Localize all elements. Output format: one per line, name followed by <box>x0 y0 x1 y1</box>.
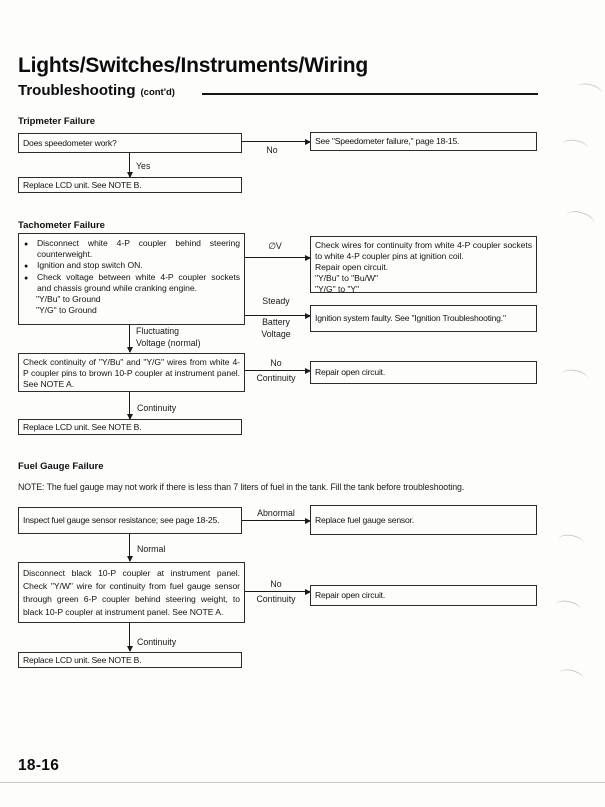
binding-mark <box>557 533 585 550</box>
arrow-fluctuating <box>129 325 130 352</box>
check-wires-box <box>310 236 537 293</box>
binding-mark <box>561 367 589 385</box>
arrow-no-continuity-tach <box>245 370 310 371</box>
ignition-faulty-text: Ignition system faulty. See "Ignition Troubleshooting." <box>315 313 506 323</box>
repair-open-circuit-text: Repair open circuit. <box>315 590 386 600</box>
binding-mark <box>575 81 603 100</box>
continuity-label: Continuity <box>137 403 177 413</box>
page-subtitle <box>18 82 175 99</box>
steady-label: Steady <box>262 296 290 306</box>
page-title: Lights/Switches/Instruments/Wiring <box>18 54 369 77</box>
no-label: No <box>270 579 282 589</box>
bullet-icon: ● <box>24 241 29 248</box>
arrow-no-continuity-fuel <box>245 591 310 592</box>
bullet-item <box>23 260 240 272</box>
bullet-text: Disconnect white 4-P coupler behind steering counterweight. <box>37 238 240 259</box>
subtitle-text: Troubleshooting <box>18 82 136 99</box>
subtitle-rule <box>202 93 538 95</box>
arrow-yes-tripmeter <box>129 153 130 177</box>
binding-mark <box>554 598 582 616</box>
speedometer-ref-text: See "Speedometer failure," page 18-15. <box>315 136 460 146</box>
continuity-check-text: Check continuity of "Y/Bu" and "Y/G" wires from white 4-P coupler pins to brown 10-P coupler at instrument panel. See NOTE A. <box>23 357 240 389</box>
tachometer-heading: Tachometer Failure <box>18 220 105 231</box>
subtitle-contd: (cont'd) <box>140 87 175 98</box>
fuel-gauge-note: NOTE: The fuel gauge may not work if there is less than 7 liters of fuel in the tank. Fill the tank before troubleshooting. <box>18 482 465 492</box>
inspect-sensor-box <box>18 507 242 534</box>
bullet-text: Ignition and stop switch ON. <box>37 260 143 270</box>
zero-volts-label: ∅V <box>268 241 282 251</box>
continuity-check-box <box>18 353 245 392</box>
binding-mark <box>557 667 585 686</box>
bullet-text: Check voltage between white 4-P coupler sockets and chassis ground while cranking engine. <box>37 272 240 293</box>
tripmeter-question-text: Does speedometer work? <box>23 137 117 148</box>
repair-open-circuit-box <box>310 585 537 606</box>
wire-map-line: "Y/Bu" to "Bu/W" <box>315 273 378 283</box>
tachometer-check-box <box>18 233 245 325</box>
arrow-continuity-fuel <box>129 623 130 651</box>
bullet-icon: ● <box>24 263 29 270</box>
fluctuating-label: Fluctuating <box>136 326 180 336</box>
tripmeter-heading: Tripmeter Failure <box>18 116 96 127</box>
voltage-normal-label: Voltage (normal) <box>136 338 201 348</box>
arrow-no-tripmeter <box>242 141 310 142</box>
check-wires-text: Check wires for continuity from white 4-P coupler sockets to white 4-P coupler pins at ignition coil. <box>315 240 532 261</box>
tripmeter-replace-lcd-box <box>18 177 242 193</box>
arrow-continuity-tach <box>129 392 130 419</box>
inspect-sensor-text: Inspect fuel gauge sensor resistance; see page 18-25. <box>23 515 220 525</box>
binding-mark <box>563 208 597 233</box>
tachometer-replace-lcd-box <box>18 419 242 435</box>
replace-sensor-text: Replace fuel gauge sensor. <box>315 514 414 525</box>
tripmeter-yes-label: Yes <box>136 161 151 171</box>
tripmeter-question-box <box>18 133 242 153</box>
ignition-faulty-box <box>310 305 537 332</box>
page-number: 18-16 <box>18 757 60 774</box>
normal-label: Normal <box>137 544 166 554</box>
battery-label: Battery <box>262 317 290 327</box>
wire-ground-line: "Y/G" to Ground <box>36 305 97 315</box>
tripmeter-replace-lcd-text: Replace LCD unit. See NOTE B. <box>23 179 142 190</box>
bullet-item <box>23 272 240 294</box>
continuity-label: Continuity <box>137 637 177 647</box>
arrow-steady-voltage <box>245 315 310 316</box>
repair-open-line: Repair open circuit. <box>315 262 389 272</box>
wire-ground-line: "Y/Bu" to Ground <box>36 294 101 304</box>
continuity-label: Continuity <box>256 373 296 383</box>
binding-mark <box>561 138 589 155</box>
bullet-item <box>23 238 240 260</box>
arrow-abnormal <box>242 520 310 521</box>
arrow-normal <box>129 534 130 561</box>
fuel-replace-lcd-text: Replace LCD unit. See NOTE B. <box>23 654 142 665</box>
disconnect-coupler-text: Disconnect black 10-P coupler at instrument panel. Check "Y/W" wire for continuity from fuel gauge sensor through green 6-P coupler behind steering weight, to black 10-P coupler at instrument panel. See NOTE A. <box>23 568 240 617</box>
abnormal-label: Abnormal <box>257 508 295 518</box>
speedometer-ref-box <box>310 132 537 151</box>
fuel-replace-lcd-box <box>18 652 242 668</box>
repair-open-circuit-box <box>310 361 537 384</box>
bullet-icon: ● <box>24 275 29 282</box>
disconnect-coupler-box <box>18 562 245 623</box>
tripmeter-no-label: No <box>266 145 278 155</box>
fuel-gauge-heading: Fuel Gauge Failure <box>18 461 104 472</box>
voltage-label: Voltage <box>261 329 291 339</box>
arrow-zero-volts <box>245 257 310 258</box>
no-label: No <box>270 358 282 368</box>
replace-sensor-box <box>310 505 537 535</box>
wire-map-line: "Y/G" to "Y" <box>315 284 360 294</box>
tachometer-replace-lcd-text: Replace LCD unit. See NOTE B. <box>23 421 142 432</box>
repair-open-circuit-text: Repair open circuit. <box>315 367 386 377</box>
continuity-label: Continuity <box>256 594 296 604</box>
footer-rule <box>0 782 605 783</box>
